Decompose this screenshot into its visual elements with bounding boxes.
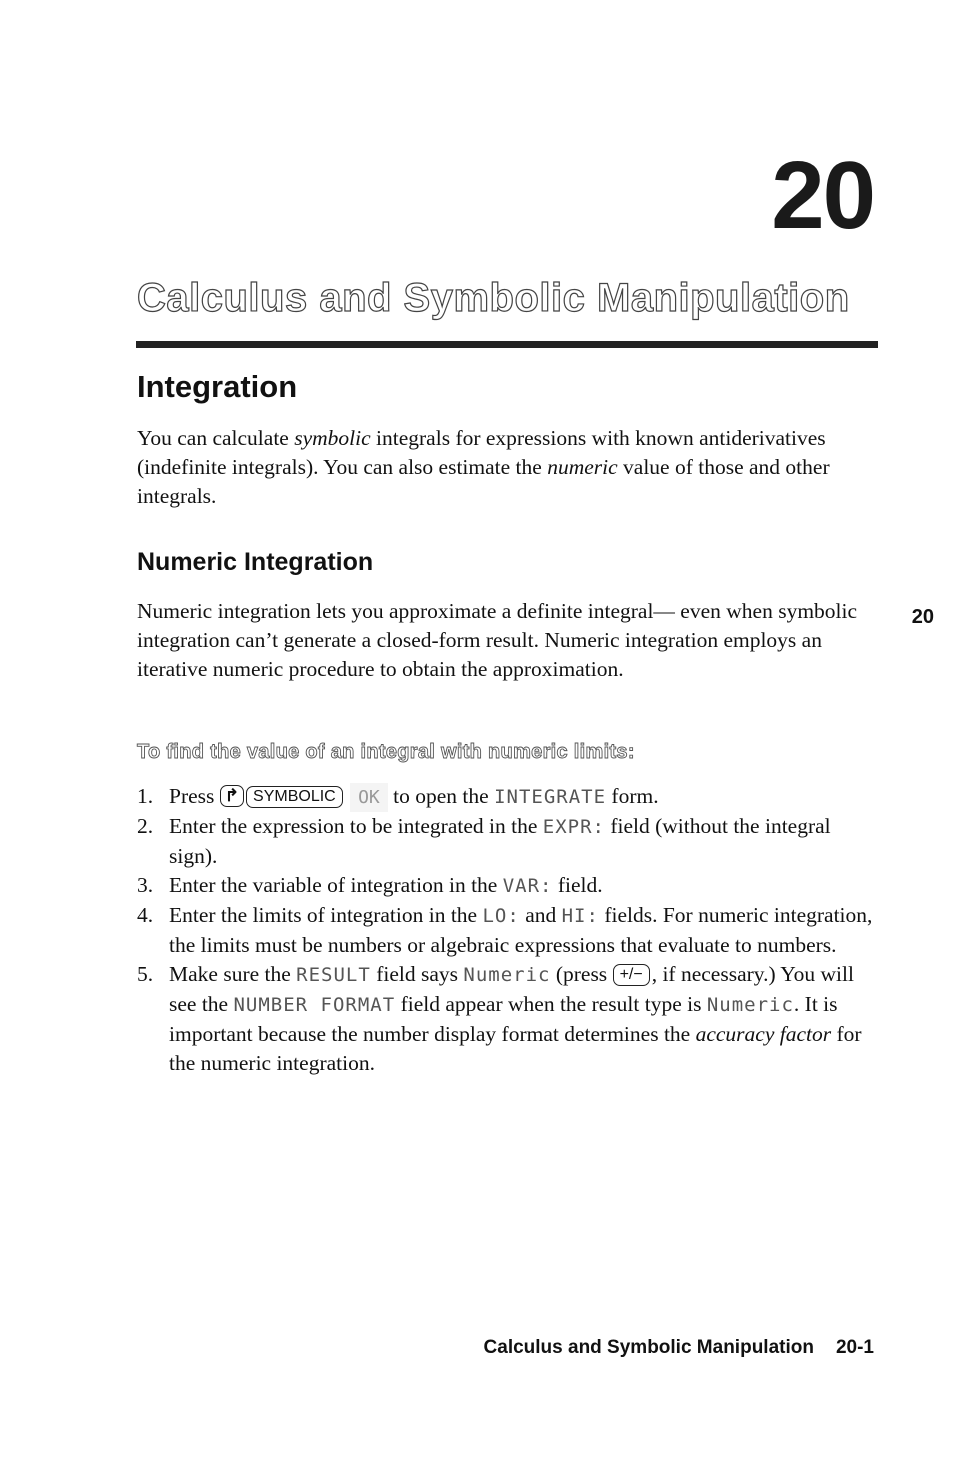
lcd-result-field: RESULT (296, 964, 371, 986)
intro-emphasis-symbolic: symbolic (294, 426, 371, 450)
procedure-heading: To find the value of an integral with numeric limits: (137, 741, 635, 763)
lcd-number-format-field: NUMBER FORMAT (233, 994, 396, 1016)
step-text: field appear when the result type is (395, 992, 707, 1016)
page-number: 20-1 (835, 1337, 874, 1358)
lcd-integrate-form: INTEGRATE (494, 786, 607, 808)
lcd-expr-field: EXPR: (542, 816, 605, 838)
step-text: Make sure the (169, 962, 297, 986)
step-1 (137, 782, 877, 812)
step-text: Enter the variable of integration in the (169, 873, 503, 897)
lcd-lo-field: LO: (482, 905, 520, 927)
lcd-hi-field: HI: (561, 905, 599, 927)
lcd-numeric-value: Numeric (706, 994, 794, 1016)
title-rule (136, 341, 878, 348)
lcd-numeric-value: Numeric (463, 964, 551, 986)
step-3 (137, 871, 877, 901)
step-text: to open the (387, 784, 495, 808)
step-number: 3. (137, 873, 154, 897)
intro-text-2: integrals for expressions with known antiderivatives (indefinite integrals). You can also estimate the (137, 426, 826, 479)
page-footer (484, 1337, 874, 1359)
ok-menu-key: OK (350, 783, 388, 812)
chapter-margin-tab: 20 (911, 606, 934, 628)
step-text: fields. For numeric integration, the limits must be numbers or algebraic expressions that evaluate to numbers. (169, 903, 873, 957)
emphasis-accuracy-factor: accuracy factor (695, 1022, 832, 1046)
step-number: 2. (137, 814, 154, 838)
section-heading: Integration (137, 369, 298, 404)
footer-title: Calculus and Symbolic Manipulation (483, 1337, 814, 1358)
step-text: field (without the integral sign). (169, 814, 831, 868)
intro-text-3: value of those and other integrals. (137, 455, 830, 508)
lcd-var-field: VAR: (502, 875, 553, 897)
step-text: (press (550, 962, 613, 986)
step-number: 1. (137, 784, 154, 808)
step-text: for the numeric integration. (169, 1022, 862, 1075)
step-5 (137, 960, 877, 1078)
step-number: 5. (137, 962, 154, 986)
procedure-steps (137, 782, 877, 1078)
step-text: Press (169, 784, 220, 808)
chapter-title: Calculus and Symbolic Manipulation (137, 276, 850, 320)
step-text: and (519, 903, 562, 927)
step-number: 4. (137, 903, 154, 927)
subsection-heading: Numeric Integration (137, 548, 374, 576)
step-text: Enter the expression to be integrated in the (169, 814, 543, 838)
intro-text-1: You can calculate (137, 426, 295, 450)
step-2 (137, 812, 877, 871)
step-text: , if necessary.) You will see the (169, 962, 854, 1016)
chapter-number: 20 (771, 142, 874, 249)
symbolic-key: SYMBOLIC (246, 786, 343, 808)
step-text: . It is important because the number display format determines the (169, 992, 838, 1046)
sign-change-key: +/− (613, 964, 650, 986)
step-text: field. (552, 873, 603, 897)
numeric-paragraph: Numeric integration lets you approximate a definite integral— even when symbolic integration can’t generate a closed-form result. Numeric integration employs an iterative numeric procedure to obtain the approximation. (137, 599, 858, 681)
step-4 (137, 901, 877, 960)
step-text: form. (606, 784, 659, 808)
intro-emphasis-numeric: numeric (547, 455, 618, 479)
right-shift-key-icon: ↱ (220, 785, 244, 807)
intro-paragraph (137, 424, 877, 511)
step-text: field says (370, 962, 464, 986)
step-text: Enter the limits of integration in the (169, 903, 483, 927)
